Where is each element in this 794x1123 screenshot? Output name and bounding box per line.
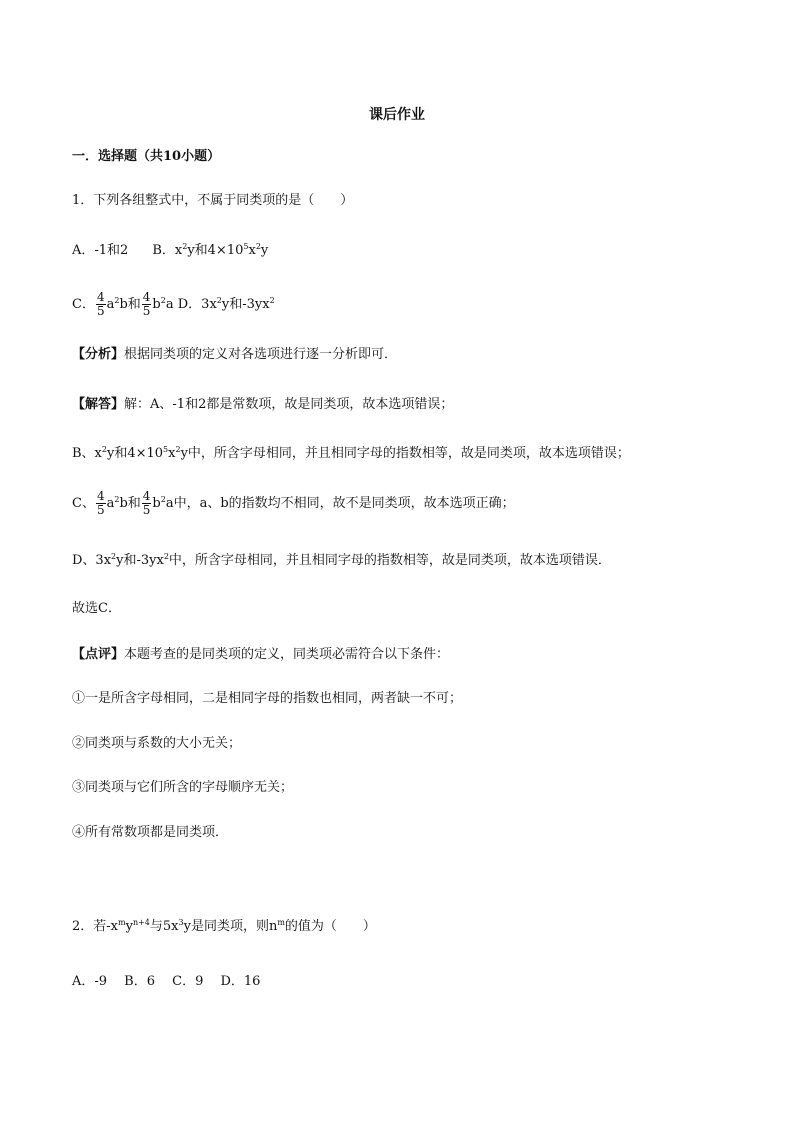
question-1-options-cd [72, 288, 275, 322]
analysis [72, 346, 397, 364]
question-2-stem: 2．若$-x^my^{n+4}$与$5x^3y$是同类项，则$n^m$的值为（ ） [72, 918, 376, 934]
fraction: $\frac{4}{5}$ [96, 290, 105, 318]
analysis-label: 【分析】 [72, 347, 125, 362]
section-heading: 一．选择题（共10小题） [72, 149, 221, 164]
comment-label: 【点评】 [72, 647, 125, 662]
choose-answer: 故选C． [72, 601, 121, 616]
answer-text: 解：A、-1和2都是常数项，故是同类项，故本选项错误； [124, 397, 454, 412]
comment-text: 本题考查的是同类项的定义，同类项必需符合以下条件： [124, 647, 450, 662]
answer-label: 【解答】 [72, 397, 125, 412]
answer-line-c: C、 $\frac{4}{5}$ $a^2b$和 $\frac{4}{5}$ $b^2a$中，a、b的指数均不相同，故不是同类项，故本选项正确； [72, 489, 515, 517]
condition-1: ①一是所含字母相同，二是相同字母的指数也相同，两者缺一不可； [72, 691, 463, 706]
answer-line-a [72, 396, 453, 414]
question-1-options-ab [72, 242, 268, 260]
comment [72, 646, 449, 664]
option-b: B．$x^2y$和$4\times 10^5x^2y$ [152, 242, 269, 258]
analysis-text: 根据同类项的定义对各选项进行逐一分析即可． [124, 347, 398, 362]
fraction: $\frac{4}{5}$ [142, 489, 151, 517]
page-title: 课后作业 [369, 107, 425, 123]
question-1-stem: 1．下列各组整式中，不属于同类项的是（ ） [72, 193, 354, 208]
fraction: $\frac{4}{5}$ [96, 489, 105, 517]
answer-line-b: B、$x^2y$和$4\times 10^5x^2y$中，所含字母相同，并且相同字母的指数相等，故是同类项，故本选项错误； [72, 445, 630, 461]
option-a: A．-1和2 [72, 243, 129, 258]
answer-line-d: D、$3x^2y$和$-3yx^2$中，所含字母相同，并且相同字母的指数相等，故是同类项，故本选项错误． [72, 552, 611, 568]
option-c: C． $\frac{4}{5}$ $a^2b$和 $\frac{4}{5}$ $b^2a$ [72, 290, 174, 318]
condition-2: ②同类项与系数的大小无关； [72, 736, 242, 751]
option-d: D．$3x^2y$和$-3yx^2$ [177, 296, 275, 312]
fraction: $\frac{4}{5}$ [142, 290, 151, 318]
condition-4: ④所有常数项都是同类项． [72, 825, 229, 840]
condition-3: ③同类项与它们所含的字母顺序无关； [72, 780, 294, 795]
question-2-options: A．-9 B．6 C．9 D．16 [72, 974, 261, 989]
